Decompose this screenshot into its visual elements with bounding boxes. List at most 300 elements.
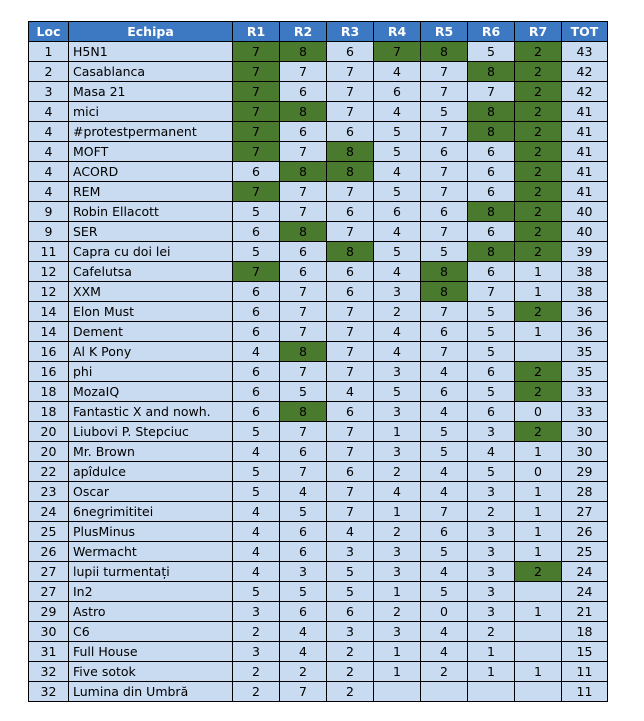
round-5-score-cell: 2 [421, 662, 468, 682]
round-1-score-cell: 5 [233, 202, 280, 222]
total-score-cell: 28 [562, 482, 608, 502]
team-name-cell: SER [69, 222, 233, 242]
rank-cell: 9 [29, 222, 69, 242]
table-row [29, 482, 608, 502]
results-table [28, 21, 608, 702]
round-2-score-cell: 8 [280, 342, 327, 362]
round-3-score-cell: 7 [327, 302, 374, 322]
round-3-score-cell: 8 [327, 142, 374, 162]
round-3-score-cell: 6 [327, 202, 374, 222]
team-name-cell: Al K Pony [69, 342, 233, 362]
round-5-score-cell: 6 [421, 522, 468, 542]
round-5-score-cell: 4 [421, 622, 468, 642]
round-5-score-cell: 5 [421, 582, 468, 602]
rank-cell: 4 [29, 182, 69, 202]
team-name-cell: MozaIQ [69, 382, 233, 402]
total-score-cell: 41 [562, 182, 608, 202]
round-2-score-cell: 7 [280, 422, 327, 442]
rank-cell: 4 [29, 142, 69, 162]
rank-cell: 20 [29, 422, 69, 442]
round-1-score-cell: 7 [233, 102, 280, 122]
round-5-score-cell: 7 [421, 182, 468, 202]
round-1-score-cell: 4 [233, 562, 280, 582]
round-4-score-cell: 4 [374, 342, 421, 362]
round-1-score-cell: 7 [233, 142, 280, 162]
round-3-score-cell: 6 [327, 282, 374, 302]
round-4-score-cell [374, 682, 421, 702]
round-6-score-cell: 5 [468, 382, 515, 402]
rank-cell: 2 [29, 62, 69, 82]
round-1-score-cell: 2 [233, 682, 280, 702]
round-5-score-cell: 4 [421, 562, 468, 582]
round-7-score-cell: 2 [515, 382, 562, 402]
rank-cell: 16 [29, 362, 69, 382]
round-3-score-cell: 7 [327, 62, 374, 82]
total-score-cell: 30 [562, 422, 608, 442]
total-score-cell: 27 [562, 502, 608, 522]
total-score-cell: 35 [562, 342, 608, 362]
round-4-score-cell: 5 [374, 142, 421, 162]
round-6-score-cell: 1 [468, 662, 515, 682]
header-r2: R2 [280, 22, 327, 42]
rank-cell: 32 [29, 662, 69, 682]
round-1-score-cell: 2 [233, 662, 280, 682]
total-score-cell: 18 [562, 622, 608, 642]
total-score-cell: 21 [562, 602, 608, 622]
round-3-score-cell: 8 [327, 242, 374, 262]
rank-cell: 23 [29, 482, 69, 502]
round-5-score-cell: 6 [421, 322, 468, 342]
round-2-score-cell: 7 [280, 362, 327, 382]
round-4-score-cell: 6 [374, 202, 421, 222]
table-row [29, 42, 608, 62]
round-1-score-cell: 5 [233, 582, 280, 602]
round-3-score-cell: 2 [327, 662, 374, 682]
round-6-score-cell: 3 [468, 602, 515, 622]
team-name-cell: #protestpermanent [69, 122, 233, 142]
team-name-cell: Masa 21 [69, 82, 233, 102]
team-name-cell: Astro [69, 602, 233, 622]
round-4-score-cell: 4 [374, 262, 421, 282]
round-7-score-cell [515, 582, 562, 602]
round-2-score-cell: 7 [280, 302, 327, 322]
round-2-score-cell: 7 [280, 62, 327, 82]
round-7-score-cell: 2 [515, 82, 562, 102]
round-4-score-cell: 2 [374, 522, 421, 542]
total-score-cell: 38 [562, 262, 608, 282]
round-3-score-cell: 7 [327, 182, 374, 202]
team-name-cell: Cafelutsa [69, 262, 233, 282]
round-7-score-cell: 2 [515, 242, 562, 262]
header-r7: R7 [515, 22, 562, 42]
total-score-cell: 33 [562, 382, 608, 402]
round-7-score-cell: 1 [515, 482, 562, 502]
total-score-cell: 29 [562, 462, 608, 482]
round-1-score-cell: 7 [233, 62, 280, 82]
total-score-cell: 41 [562, 122, 608, 142]
round-2-score-cell: 8 [280, 402, 327, 422]
round-2-score-cell: 7 [280, 142, 327, 162]
table-row [29, 122, 608, 142]
header-team: Echipa [69, 22, 233, 42]
rank-cell: 14 [29, 322, 69, 342]
round-1-score-cell: 5 [233, 462, 280, 482]
total-score-cell: 41 [562, 142, 608, 162]
rank-cell: 25 [29, 522, 69, 542]
round-4-score-cell: 2 [374, 462, 421, 482]
round-2-score-cell: 7 [280, 682, 327, 702]
total-score-cell: 15 [562, 642, 608, 662]
rank-cell: 18 [29, 382, 69, 402]
total-score-cell: 41 [562, 162, 608, 182]
header-tot: TOT [562, 22, 608, 42]
total-score-cell: 26 [562, 522, 608, 542]
total-score-cell: 30 [562, 442, 608, 462]
round-4-score-cell: 3 [374, 442, 421, 462]
rank-cell: 3 [29, 82, 69, 102]
round-3-score-cell: 3 [327, 622, 374, 642]
table-row [29, 402, 608, 422]
round-2-score-cell: 7 [280, 282, 327, 302]
team-name-cell: lupii turmentați [69, 562, 233, 582]
table-row [29, 182, 608, 202]
table-body [29, 42, 608, 702]
round-6-score-cell: 6 [468, 222, 515, 242]
rank-cell: 22 [29, 462, 69, 482]
table-row [29, 442, 608, 462]
table-row [29, 462, 608, 482]
round-6-score-cell: 7 [468, 82, 515, 102]
round-5-score-cell: 4 [421, 642, 468, 662]
round-4-score-cell: 1 [374, 422, 421, 442]
round-3-score-cell: 5 [327, 562, 374, 582]
round-5-score-cell: 0 [421, 602, 468, 622]
round-2-score-cell: 4 [280, 642, 327, 662]
total-score-cell: 40 [562, 222, 608, 242]
round-6-score-cell: 8 [468, 62, 515, 82]
round-2-score-cell: 6 [280, 82, 327, 102]
total-score-cell: 39 [562, 242, 608, 262]
round-3-score-cell: 7 [327, 442, 374, 462]
round-2-score-cell: 6 [280, 542, 327, 562]
rank-cell: 26 [29, 542, 69, 562]
round-1-score-cell: 6 [233, 382, 280, 402]
round-3-score-cell: 7 [327, 222, 374, 242]
table-row [29, 382, 608, 402]
table-row [29, 262, 608, 282]
rank-cell: 30 [29, 622, 69, 642]
round-4-score-cell: 3 [374, 362, 421, 382]
round-7-score-cell: 2 [515, 362, 562, 382]
round-3-score-cell: 3 [327, 542, 374, 562]
round-6-score-cell: 5 [468, 462, 515, 482]
round-4-score-cell: 5 [374, 122, 421, 142]
round-1-score-cell: 7 [233, 42, 280, 62]
total-score-cell: 36 [562, 322, 608, 342]
round-6-score-cell: 3 [468, 542, 515, 562]
round-7-score-cell [515, 342, 562, 362]
rank-cell: 9 [29, 202, 69, 222]
table-row [29, 362, 608, 382]
rank-cell: 14 [29, 302, 69, 322]
round-5-score-cell: 5 [421, 422, 468, 442]
round-2-score-cell: 4 [280, 622, 327, 642]
round-7-score-cell: 2 [515, 562, 562, 582]
table-row [29, 102, 608, 122]
total-score-cell: 42 [562, 82, 608, 102]
round-2-score-cell: 7 [280, 202, 327, 222]
round-4-score-cell: 3 [374, 562, 421, 582]
round-4-score-cell: 4 [374, 62, 421, 82]
team-name-cell: Elon Must [69, 302, 233, 322]
round-5-score-cell: 7 [421, 62, 468, 82]
round-7-score-cell: 1 [515, 662, 562, 682]
round-4-score-cell: 1 [374, 642, 421, 662]
round-7-score-cell: 2 [515, 182, 562, 202]
round-1-score-cell: 4 [233, 342, 280, 362]
round-6-score-cell: 8 [468, 122, 515, 142]
round-7-score-cell: 0 [515, 402, 562, 422]
round-5-score-cell: 7 [421, 342, 468, 362]
team-name-cell: ACORD [69, 162, 233, 182]
round-6-score-cell: 5 [468, 322, 515, 342]
rank-cell: 24 [29, 502, 69, 522]
round-7-score-cell [515, 622, 562, 642]
round-1-score-cell: 6 [233, 162, 280, 182]
total-score-cell: 11 [562, 662, 608, 682]
round-1-score-cell: 6 [233, 222, 280, 242]
round-5-score-cell: 7 [421, 82, 468, 102]
round-4-score-cell: 5 [374, 382, 421, 402]
table-row [29, 542, 608, 562]
table-row [29, 342, 608, 362]
round-7-score-cell: 2 [515, 122, 562, 142]
table-row [29, 202, 608, 222]
round-3-score-cell: 8 [327, 162, 374, 182]
round-7-score-cell: 1 [515, 542, 562, 562]
round-6-score-cell: 6 [468, 142, 515, 162]
round-3-score-cell: 4 [327, 522, 374, 542]
header-r5: R5 [421, 22, 468, 42]
round-1-score-cell: 4 [233, 522, 280, 542]
table-row [29, 322, 608, 342]
round-1-score-cell: 6 [233, 282, 280, 302]
team-name-cell: Wermacht [69, 542, 233, 562]
round-7-score-cell: 2 [515, 162, 562, 182]
team-name-cell: REM [69, 182, 233, 202]
table-row [29, 602, 608, 622]
round-5-score-cell: 5 [421, 242, 468, 262]
round-6-score-cell [468, 682, 515, 702]
table-row [29, 222, 608, 242]
round-7-score-cell: 2 [515, 202, 562, 222]
round-5-score-cell: 4 [421, 362, 468, 382]
total-score-cell: 40 [562, 202, 608, 222]
round-6-score-cell: 6 [468, 162, 515, 182]
team-name-cell: PlusMinus [69, 522, 233, 542]
header-r1: R1 [233, 22, 280, 42]
table-row [29, 82, 608, 102]
round-7-score-cell: 1 [515, 522, 562, 542]
rank-cell: 4 [29, 102, 69, 122]
round-3-score-cell: 7 [327, 422, 374, 442]
table-row [29, 522, 608, 542]
round-5-score-cell: 6 [421, 202, 468, 222]
header-loc: Loc [29, 22, 69, 42]
table-row [29, 242, 608, 262]
round-2-score-cell: 7 [280, 182, 327, 202]
team-name-cell: Five sotok [69, 662, 233, 682]
team-name-cell: mici [69, 102, 233, 122]
round-6-score-cell: 6 [468, 402, 515, 422]
round-2-score-cell: 8 [280, 42, 327, 62]
round-7-score-cell: 1 [515, 502, 562, 522]
round-1-score-cell: 7 [233, 182, 280, 202]
table-row [29, 622, 608, 642]
round-6-score-cell: 2 [468, 502, 515, 522]
round-7-score-cell: 1 [515, 282, 562, 302]
round-1-score-cell: 3 [233, 602, 280, 622]
round-2-score-cell: 6 [280, 242, 327, 262]
round-1-score-cell: 6 [233, 402, 280, 422]
round-6-score-cell: 1 [468, 642, 515, 662]
round-2-score-cell: 7 [280, 462, 327, 482]
round-3-score-cell: 2 [327, 642, 374, 662]
round-5-score-cell: 5 [421, 442, 468, 462]
team-name-cell: H5N1 [69, 42, 233, 62]
rank-cell: 11 [29, 242, 69, 262]
round-5-score-cell: 8 [421, 262, 468, 282]
round-5-score-cell: 6 [421, 382, 468, 402]
round-6-score-cell: 4 [468, 442, 515, 462]
table-row [29, 642, 608, 662]
round-4-score-cell: 7 [374, 42, 421, 62]
table-row [29, 562, 608, 582]
team-name-cell: apîdulce [69, 462, 233, 482]
round-6-score-cell: 5 [468, 42, 515, 62]
team-name-cell: Casablanca [69, 62, 233, 82]
round-5-score-cell: 5 [421, 542, 468, 562]
round-6-score-cell: 3 [468, 482, 515, 502]
round-3-score-cell: 6 [327, 602, 374, 622]
round-7-score-cell: 2 [515, 42, 562, 62]
rank-cell: 27 [29, 582, 69, 602]
round-5-score-cell: 6 [421, 142, 468, 162]
rank-cell: 29 [29, 602, 69, 622]
header-r6: R6 [468, 22, 515, 42]
round-4-score-cell: 4 [374, 162, 421, 182]
round-1-score-cell: 7 [233, 82, 280, 102]
round-7-score-cell: 1 [515, 262, 562, 282]
round-2-score-cell: 2 [280, 662, 327, 682]
rank-cell: 16 [29, 342, 69, 362]
table-row [29, 162, 608, 182]
round-5-score-cell [421, 682, 468, 702]
total-score-cell: 35 [562, 362, 608, 382]
round-6-score-cell: 6 [468, 262, 515, 282]
round-4-score-cell: 5 [374, 242, 421, 262]
rank-cell: 18 [29, 402, 69, 422]
round-7-score-cell: 2 [515, 222, 562, 242]
rank-cell: 12 [29, 262, 69, 282]
round-5-score-cell: 7 [421, 302, 468, 322]
round-6-score-cell: 6 [468, 362, 515, 382]
table-row [29, 582, 608, 602]
table-row [29, 682, 608, 702]
total-score-cell: 11 [562, 682, 608, 702]
round-5-score-cell: 8 [421, 42, 468, 62]
round-4-score-cell: 4 [374, 322, 421, 342]
round-7-score-cell: 2 [515, 102, 562, 122]
round-4-score-cell: 4 [374, 482, 421, 502]
round-4-score-cell: 3 [374, 622, 421, 642]
round-4-score-cell: 1 [374, 582, 421, 602]
round-2-score-cell: 8 [280, 162, 327, 182]
round-3-score-cell: 6 [327, 402, 374, 422]
round-3-score-cell: 7 [327, 82, 374, 102]
team-name-cell: Dement [69, 322, 233, 342]
total-score-cell: 33 [562, 402, 608, 422]
round-5-score-cell: 8 [421, 282, 468, 302]
rank-cell: 20 [29, 442, 69, 462]
round-1-score-cell: 2 [233, 622, 280, 642]
round-7-score-cell: 1 [515, 442, 562, 462]
round-1-score-cell: 7 [233, 262, 280, 282]
total-score-cell: 38 [562, 282, 608, 302]
round-6-score-cell: 3 [468, 562, 515, 582]
team-name-cell: In2 [69, 582, 233, 602]
round-7-score-cell: 2 [515, 422, 562, 442]
round-6-score-cell: 5 [468, 302, 515, 322]
header-r4: R4 [374, 22, 421, 42]
team-name-cell: phi [69, 362, 233, 382]
rank-cell: 4 [29, 162, 69, 182]
team-name-cell: Liubovi P. Stepciuc [69, 422, 233, 442]
team-name-cell: XXM [69, 282, 233, 302]
total-score-cell: 43 [562, 42, 608, 62]
round-2-score-cell: 5 [280, 502, 327, 522]
rank-cell: 27 [29, 562, 69, 582]
round-2-score-cell: 6 [280, 522, 327, 542]
round-7-score-cell: 2 [515, 302, 562, 322]
round-3-score-cell: 7 [327, 102, 374, 122]
round-2-score-cell: 4 [280, 482, 327, 502]
team-name-cell: C6 [69, 622, 233, 642]
round-6-score-cell: 7 [468, 282, 515, 302]
rank-cell: 12 [29, 282, 69, 302]
team-name-cell: Oscar [69, 482, 233, 502]
round-3-score-cell: 7 [327, 322, 374, 342]
round-4-score-cell: 1 [374, 502, 421, 522]
round-4-score-cell: 3 [374, 542, 421, 562]
rank-cell: 1 [29, 42, 69, 62]
round-1-score-cell: 4 [233, 502, 280, 522]
round-5-score-cell: 7 [421, 162, 468, 182]
round-6-score-cell: 3 [468, 522, 515, 542]
round-5-score-cell: 4 [421, 462, 468, 482]
round-7-score-cell [515, 682, 562, 702]
round-4-score-cell: 2 [374, 302, 421, 322]
header-row [29, 22, 608, 42]
table-row [29, 662, 608, 682]
round-6-score-cell: 8 [468, 202, 515, 222]
round-4-score-cell: 5 [374, 182, 421, 202]
round-2-score-cell: 5 [280, 582, 327, 602]
round-3-score-cell: 6 [327, 262, 374, 282]
round-4-score-cell: 3 [374, 402, 421, 422]
round-1-score-cell: 4 [233, 442, 280, 462]
round-2-score-cell: 6 [280, 262, 327, 282]
